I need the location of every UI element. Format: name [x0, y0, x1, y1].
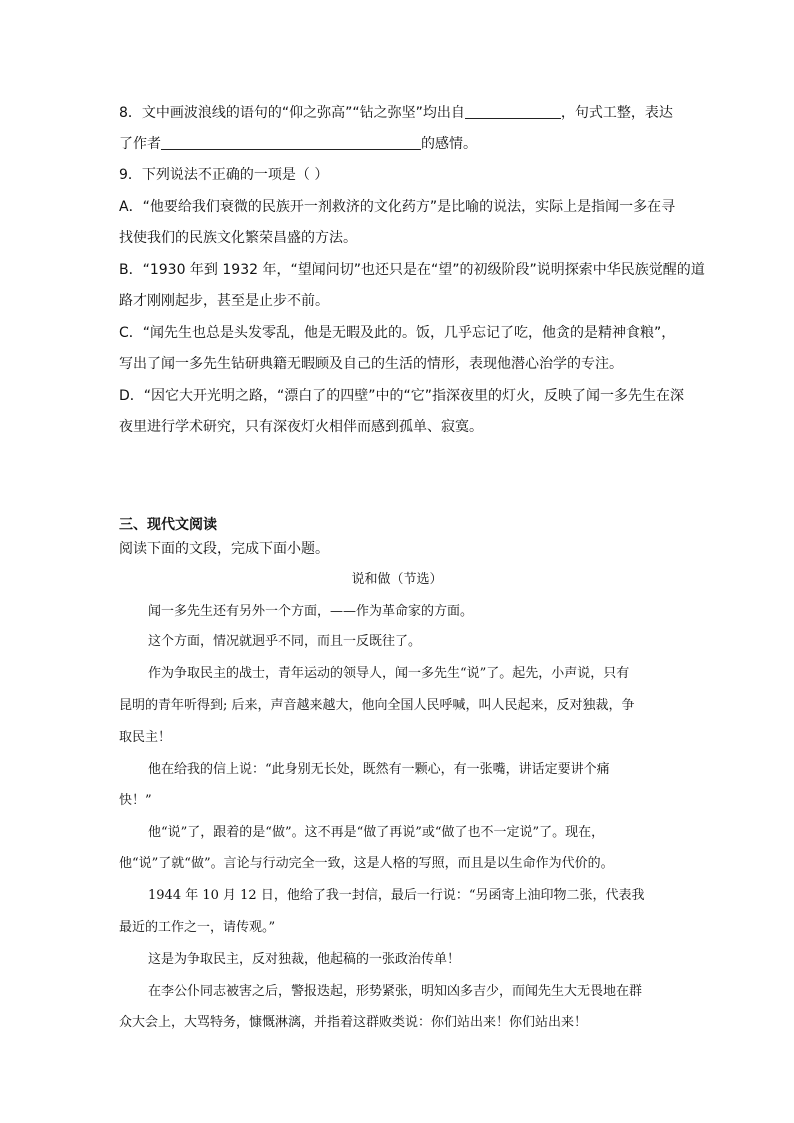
passage-line: 快！”	[119, 793, 152, 808]
passage-line: 闻一多先生还有另外一个方面，——作为革命家的方面。	[148, 604, 474, 619]
q8-text-2: ，句式工整，表达	[560, 105, 673, 121]
passage-line: 他在给我的信上说：“此身别无长处，既然有一颗心，有一张嘴，讲话定要讲个痛	[148, 762, 610, 777]
q9-option-a-line-2: 找使我们的民族文化繁荣昌盛的方法。	[119, 230, 357, 246]
passage-line: 这个方面，情况就迥乎不同，而且一反既往了。	[148, 634, 422, 649]
q8-text-1: 8．文中画波浪线的语句的“仰之弥高”“钻之弥坚”均出自	[119, 105, 465, 121]
passage-line: 众大会上，大骂特务，慷慨淋漓，并指着这群败类说：你们站出来！你们站出来！	[119, 1015, 588, 1030]
q9-option-d-line-2: 夜里进行学术研究，只有深夜灯火相伴而感到孤单、寂寞。	[119, 419, 483, 435]
q9-option-b-line-2: 路才刚刚起步，甚至是止步不前。	[119, 293, 329, 309]
passage-title: 说和做（节选）	[351, 572, 443, 587]
passage-line: 他“说”了就“做”。言论与行动完全一致，这是人格的写照，而且是以生命作为代价的。	[119, 856, 614, 871]
passage-line: 这是为争取民主，反对独裁，他起稿的一张政治传单！	[148, 952, 461, 967]
q8-answer-blank-2[interactable]	[161, 135, 421, 150]
q9-option-b-line-1: B．“1930 年到 1932 年，“望闻问切”也还只是在“望”的初级阶段”说明探索中华民族觉醒的道	[119, 262, 705, 278]
q9-option-c-line-1: C．“闻先生也总是头发零乱，他是无暇及此的。饭，几乎忘记了吃，他贪的是精神食粮”，	[119, 325, 676, 341]
passage-line: 在李公仆同志被害之后，警报迭起，形势紧张，明知凶多吉少，而闻先生大无畏地在群	[148, 984, 643, 999]
section-instruction: 阅读下面的文段，完成下面小题。	[119, 541, 329, 557]
q8-text-4: 的感情。	[421, 136, 477, 152]
section-heading: 三、现代文阅读	[119, 517, 217, 533]
q8-line-1	[119, 104, 673, 122]
q9-stem: 9．下列说法不正确的一项是（ ）	[119, 167, 329, 183]
passage-line: 他“说”了，跟着的是“做”。这不再是“做了再说”或“做了也不一定说”了。现在，	[148, 825, 605, 840]
passage-line: 最近的工作之一，请传观。”	[119, 920, 276, 935]
q9-option-c-line-2: 写出了闻一多先生钻研典籍无暇顾及自己的生活的情形，表现他潜心治学的专注。	[119, 356, 623, 372]
q8-answer-blank-1[interactable]	[465, 104, 561, 119]
q8-line-2	[119, 135, 477, 153]
passage-line: 作为争取民主的战士，青年运动的领导人，闻一多先生“说”了。起先，小声说，只有	[148, 666, 630, 681]
q9-option-a-line-1: A．“他要给我们衰微的民族开一剂救济的文化药方”是比喻的说法，实际上是指闻一多在寻	[119, 199, 676, 215]
q9-option-d-line-1: D．“因它大开光明之路，“漂白了的四壁”中的“它”指深夜里的灯火，反映了闻一多先生在深	[119, 388, 685, 404]
passage-line: 取民主！	[119, 730, 172, 745]
q8-text-3: 了作者	[119, 136, 161, 152]
passage-line: 1944 年 10 月 12 日，他给了我一封信，最后一行说：“另函寄上油印物二张，代表我	[148, 888, 645, 903]
passage-line: 昆明的青年听得到; 后来，声音越来越大，他向全国人民呼喊，叫人民起来，反对独裁，争	[119, 698, 635, 713]
